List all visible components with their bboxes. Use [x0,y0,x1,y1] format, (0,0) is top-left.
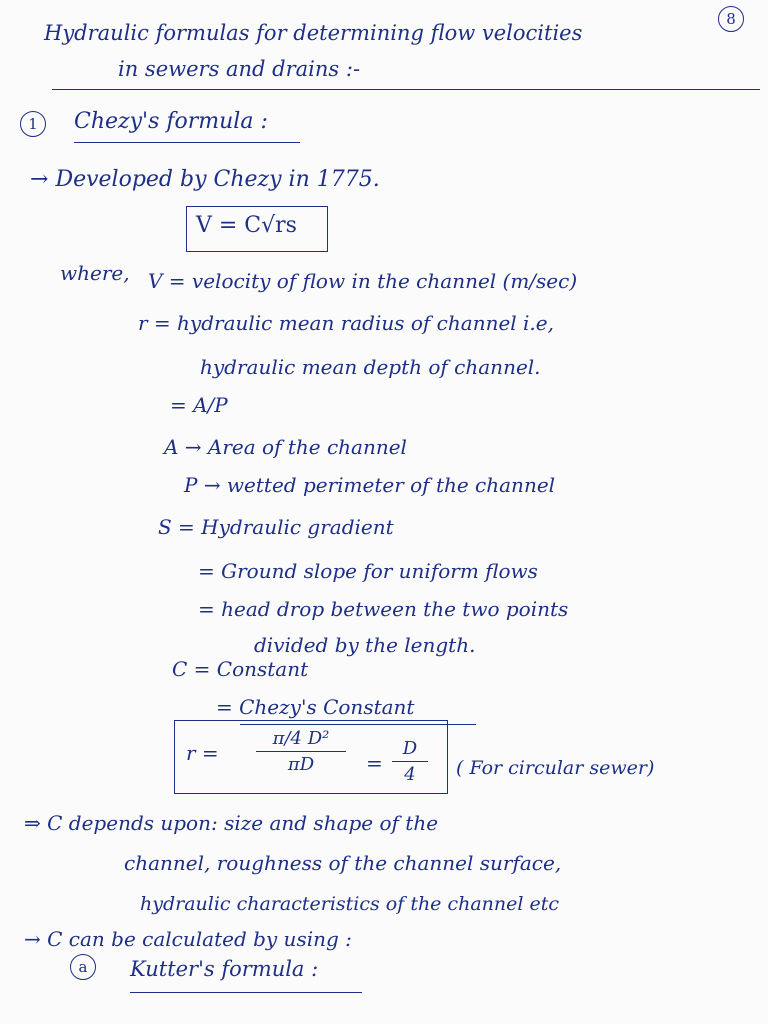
chezy-formula: V = C√rs [196,213,297,238]
chezy-heading-underline [74,142,300,143]
double-arrow-icon: ⇒ [24,811,48,835]
title-line-2: in sewers and drains :- [118,57,361,81]
c-equals-chezy-constant: = Chezy's Constant [216,695,415,719]
chezy-heading: Chezy's formula : [74,109,268,134]
fraction-d-over-4 [392,738,428,785]
fraction-denominator-1: πD [287,754,315,775]
page-number-text: 8 [726,10,736,28]
c-calculated-line [24,928,352,950]
fraction-bar-1 [256,751,346,752]
p-definition: P → wetted perimeter of the channel [184,473,556,497]
developed-line [30,168,380,192]
v-definition: V = velocity of flow in the channel (m/sec) [148,269,578,293]
page-number [718,6,744,32]
r-definition-2: hydraulic mean depth of channel. [200,355,541,379]
arrow-icon: → [30,167,56,192]
title-line-1: Hydraulic formulas for determining flow velocities [44,21,583,45]
c-definition: C = Constant [172,657,309,681]
c-depends-line-3: hydraulic characteristics of the channel etc [140,893,560,915]
s-equals-3: divided by the length. [254,633,476,657]
developed-text: Developed by Chezy in 1775. [55,167,380,192]
circular-sewer-note: ( For circular sewer) [456,757,655,779]
section-number-circle [20,111,46,137]
title-underline [52,89,760,90]
s-definition: S = Hydraulic gradient [158,515,394,539]
r-equals-a-over-p: = A/P [170,393,228,417]
c-depends-line-1 [24,812,438,834]
section-number: 1 [28,115,38,133]
fraction-area-over-perimeter [256,728,346,775]
kutter-heading: Kutter's formula : [130,957,319,981]
s-equals-1: = Ground slope for uniform flows [198,559,538,583]
fraction-numerator-1: π/4 D² [272,728,330,749]
kutter-heading-underline [130,992,362,993]
circular-equals: = [366,751,383,775]
fraction-denominator-2: 4 [404,764,416,785]
c-depends-text-1: C depends upon: size and shape of the [47,811,439,835]
fraction-bar-2 [392,761,428,762]
fraction-numerator-2: D [402,738,418,759]
c-calculated-text: C can be calculated by using : [47,927,352,951]
arrow-icon-2: → [24,927,48,951]
a-definition: A → Area of the channel [164,435,407,459]
subsection-letter-circle [70,954,96,980]
c-depends-line-2: channel, roughness of the channel surface, [124,851,562,875]
where-label: where, [60,261,130,285]
subsection-letter: a [78,958,88,976]
circular-r-label: r = [186,741,219,765]
s-equals-2: = head drop between the two points [198,597,569,621]
r-definition-1: r = hydraulic mean radius of channel i.e, [138,311,554,335]
